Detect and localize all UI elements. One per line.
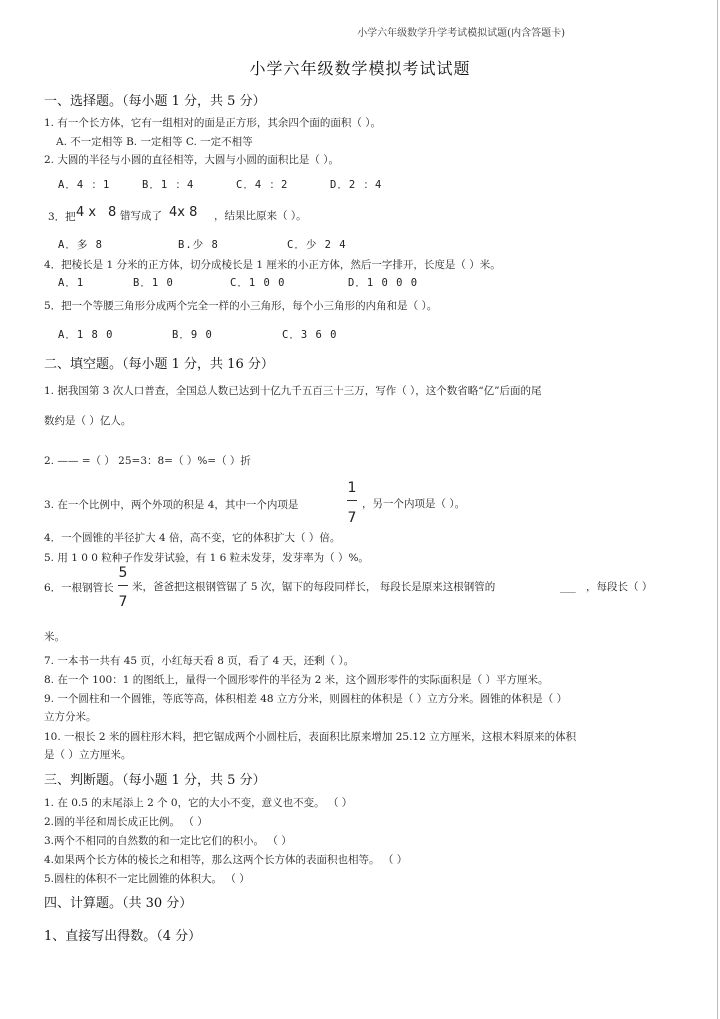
choice-q3-option-a: A．多 8	[58, 239, 103, 251]
choice-q2-option-c: C．4 ：2	[236, 179, 289, 191]
section-calc-sub-heading: 1、直接写出得数。（4 分）	[44, 929, 202, 944]
choice-q4-option-c: C．1 0 0	[230, 277, 286, 289]
choice-q5-option-b: B．9 0	[172, 329, 213, 341]
choice-q2: 2. 大圆的半径与小圆的直径相等，大圆与小圆的面积比是（ ）。	[44, 154, 339, 166]
section-calc-heading: 四、计算题。（共 30 分）	[44, 896, 193, 911]
fill-q6-blank: ___	[560, 581, 576, 593]
fill-q6-prefix: 6．一根钢管长	[44, 582, 114, 594]
judge-q5: 5.圆柱的体积不一定比圆锥的体积大。 （ ）	[44, 873, 250, 885]
choice-q3-expr2: 4x 8	[169, 205, 198, 220]
choice-q2-option-a: A．4 ：1	[58, 179, 111, 191]
page-header: 小学六年级数学升学考试模拟试题(内含答题卡)	[357, 28, 565, 39]
fill-q6-fraction-denominator: 7	[118, 594, 128, 610]
fill-q1-line2: 数约是（ ）亿人。	[44, 415, 132, 427]
choice-q4-option-a: A．1	[58, 277, 85, 289]
choice-q5-option-a: A．1 8 0	[58, 329, 114, 341]
fill-q6-fraction-numerator: 5	[118, 565, 128, 581]
choice-q3-suffix: ，结果比原来（ ）。	[214, 210, 307, 222]
choice-q2-option-b: B．1 ：4	[142, 179, 195, 191]
choice-q4-option-d: D．1 0 0 0	[348, 277, 419, 289]
choice-q4: 4．把棱长是 1 分米的正方体，切分成棱长是 1 厘米的小正方体，然后一字排开，长度是（ ）米。	[44, 259, 501, 271]
section-choice-heading: 一、选择题。（每小题 1 分，共 5 分）	[44, 94, 266, 109]
judge-q1: 1. 在 0.5 的末尾添上 2 个 0，它的大小不变，意义也不变。 （ ）	[44, 797, 353, 809]
fill-q4: 4．一个圆锥的半径扩大 4 倍，高不变，它的体积扩大（ ）倍。	[44, 532, 341, 544]
fill-q6-fraction-bar	[118, 585, 128, 586]
section-fill-heading: 二、填空题。（每小题 1 分，共 16 分）	[44, 357, 274, 372]
fill-q2: 2. —— =（ ） 25=3：8=（ ）%=（ ）折	[44, 455, 251, 467]
choice-q3-prefix: 3．把	[48, 211, 76, 223]
fill-q7: 7. 一本书一共有 45 页，小红每天看 8 页，看了 4 天，还剩（ ）。	[44, 655, 355, 667]
choice-q5-option-c: C．3 6 0	[282, 329, 338, 341]
fill-q10-line1: 10. 一根长 2 米的圆柱形木料，把它锯成两个小圆柱后，表面积比原来增加 25.12 立方厘米，这根木料原来的体积	[44, 731, 577, 743]
fill-q5: 5. 用 1 0 0 粒种子作发芽试验，有 1 6 粒未发芽，发芽率为（ ）%。	[44, 552, 369, 564]
choice-q3-expr1: 4 x	[76, 205, 97, 220]
choice-q3-option-b: B.少 8	[178, 239, 219, 251]
choice-q4-option-b: B．1 0	[133, 277, 174, 289]
section-judge-heading: 三、判断题。（每小题 1 分，共 5 分）	[44, 773, 266, 788]
judge-q4: 4.如果两个长方体的棱长之和相等，那么这两个长方体的表面积也相等。 （ ）	[44, 854, 408, 866]
choice-q2-option-d: D．2 ：4	[330, 179, 383, 191]
choice-q3-middle: 错写成了	[120, 210, 162, 222]
choice-q5: 5．把一个等腰三角形分成两个完全一样的小三角形，每个小三角形的内角和是（ ）。	[44, 300, 438, 312]
fill-q3-fraction-numerator: 1	[347, 480, 357, 496]
choice-q1: 1. 有一个长方体，它有一组相对的面是正方形，其余四个面的面积（ ）。	[44, 117, 381, 129]
fill-q3-fraction-bar	[347, 500, 357, 501]
fill-q3-suffix: ，另一个内项是（ ）。	[362, 498, 466, 510]
fill-q8: 8. 在一个 100：1 的图纸上，量得一个圆形零件的半径为 2 米，这个圆形零件的实际面积是（ ）平方厘米。	[44, 674, 549, 686]
choice-q3-expr1-tail: 8	[108, 205, 117, 220]
fill-q3-prefix: 3. 在一个比例中，两个外项的积是 4，其中一个内项是	[44, 499, 299, 511]
fill-q3-fraction-denominator: 7	[347, 510, 357, 526]
judge-q2: 2.圆的半径和周长成正比例。 （ ）	[44, 816, 208, 828]
page-title: 小学六年级数学模拟考试试题	[249, 59, 471, 78]
judge-q3: 3.两个不相同的自然数的和一定比它们的积小。 （ ）	[44, 835, 292, 847]
fill-q6-suffix: ，每段长（ ）	[586, 581, 653, 593]
page-edge	[717, 0, 718, 1019]
choice-q1-options: A. 不一定相等 B. 一定相等 C. 一定不相等	[56, 136, 253, 148]
fill-q6-unit: 米。	[44, 631, 65, 643]
fill-q1-line1: 1. 据我国第 3 次人口普查，全国总人数已达到十亿九千五百三十三万，写作（ ），这个数省略“亿”后面的尾	[44, 385, 542, 397]
fill-q10-line2: 是（ ）立方厘米。	[44, 749, 132, 761]
fill-q6-middle: 米，爸爸把这根钢管锯了 5 次，锯下的每段同样长， 每段长是原来这根钢管的	[132, 581, 496, 593]
choice-q3-option-c: C．少 2 4	[287, 239, 347, 251]
fill-q9-line2: 立方分米。	[44, 711, 97, 723]
fill-q9-line1: 9. 一个圆柱和一个圆锥，等底等高，体积相差 48 立方分米，则圆柱的体积是（ ）立方分米。圆锥的体积是（ ）	[44, 693, 568, 705]
